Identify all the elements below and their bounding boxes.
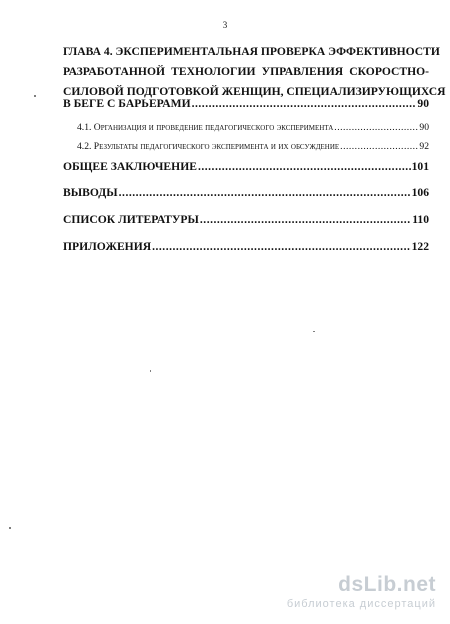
scan-speck: [9, 527, 11, 529]
toc-entry-findings: [63, 186, 429, 199]
toc-entry-page: 90: [419, 122, 429, 133]
chapter-title-line: ГЛАВА 4. ЭКСПЕРИМЕНТАЛЬНАЯ ПРОВЕРКА ЭФФЕКТИВНОСТИ: [63, 45, 440, 58]
toc-entry-label: 4.2. Результаты педагогического эксперимента и их обсуждение: [77, 141, 340, 152]
toc-entry-section-4-1: [77, 122, 429, 133]
toc-entry-label: ПРИЛОЖЕНИЯ: [63, 240, 152, 253]
toc-entry-page: 106: [411, 186, 429, 199]
chapter-4-heading: [63, 42, 446, 102]
toc-entry-page: 101: [411, 160, 429, 173]
toc-leader-dots: [334, 122, 418, 133]
toc-leader-dots: [119, 186, 411, 199]
toc-leader-dots: [198, 160, 411, 173]
watermark-subtitle: библиотека диссертаций: [286, 598, 436, 610]
scan-speck: [313, 331, 315, 332]
toc-entry-chapter-4: [63, 97, 429, 110]
toc-entry-label: ОБЩЕЕ ЗАКЛЮЧЕНИЕ: [63, 160, 197, 173]
toc-leader-dots: [152, 240, 411, 253]
toc-entry-general-conclusion: [63, 160, 429, 173]
toc-leader-dots: [340, 141, 418, 152]
toc-entry-section-4-2: [77, 141, 429, 152]
toc-entry-page: 122: [411, 240, 429, 253]
watermark-logo: dsLib.net: [338, 573, 436, 596]
toc-entry-page: 110: [412, 213, 429, 226]
page-number: 3: [222, 20, 228, 30]
toc-entry-page: 92: [419, 141, 429, 152]
toc-leader-dots: [200, 213, 411, 226]
chapter-title-line: СИЛОВОЙ ПОДГОТОВКОЙ ЖЕНЩИН, СПЕЦИАЛИЗИРУЮЩИХСЯ: [63, 85, 446, 98]
toc-entry-label: В БЕГЕ С БАРЬЕРАМИ: [63, 97, 191, 110]
toc-leader-dots: [192, 97, 417, 110]
toc-entry-label: СПИСОК ЛИТЕРАТУРЫ: [63, 213, 199, 226]
toc-entry-label: 4.1. Организация и проведение педагогического эксперимента: [77, 122, 334, 133]
scan-speck: [150, 370, 151, 372]
toc-entry-references: [63, 213, 429, 226]
watermark: [287, 573, 436, 611]
toc-entry-label: ВЫВОДЫ: [63, 186, 118, 199]
toc-entry-appendices: [63, 240, 429, 253]
chapter-title-line: РАЗРАБОТАННОЙ ТЕХНОЛОГИИ УПРАВЛЕНИЯ СКОРОСТНО-: [63, 65, 429, 78]
scan-speck: [34, 95, 36, 97]
toc-entry-page: 90: [417, 97, 429, 110]
